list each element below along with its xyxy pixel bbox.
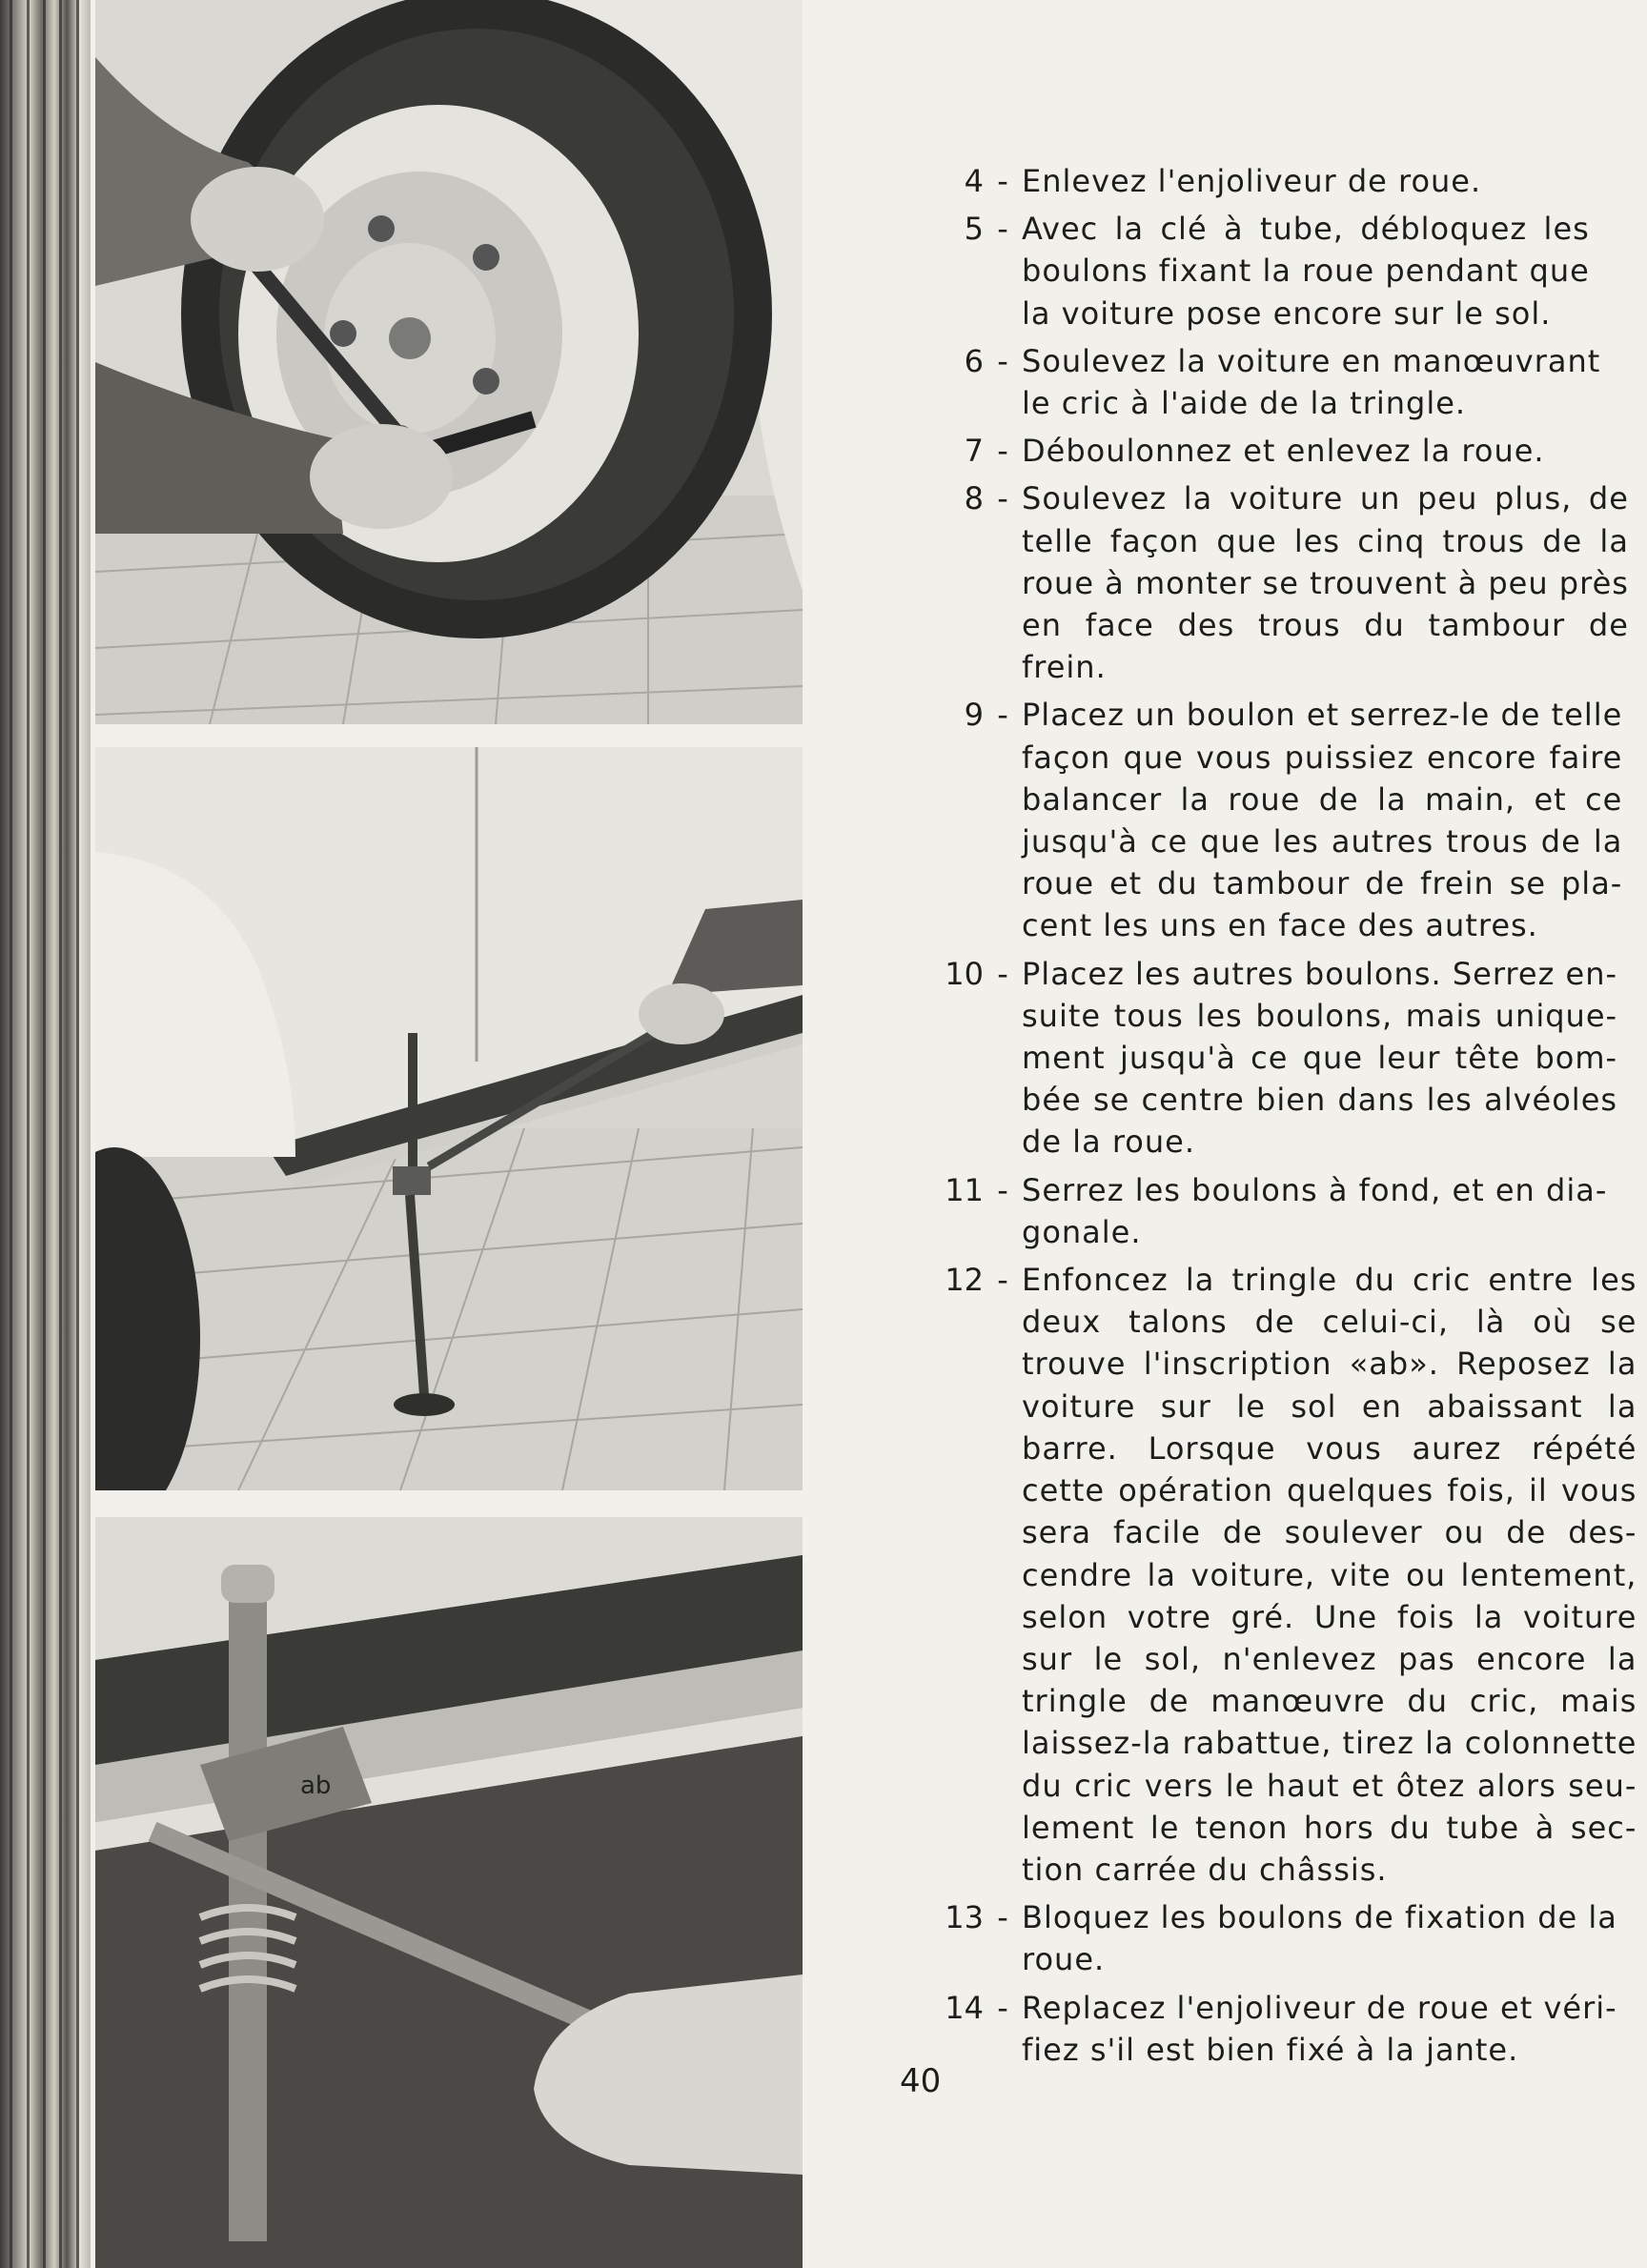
instruction-step xyxy=(917,1987,1617,2071)
step-text-line: Déboulonnez et enlevez la roue. xyxy=(1022,433,1545,470)
step-text-line: jusqu'à ce que les autres trous de la xyxy=(1022,823,1623,861)
photo-jack-raising xyxy=(95,747,803,1490)
step-dash: - xyxy=(997,1171,1008,1208)
step-number: 14 xyxy=(945,1989,984,2026)
step-text-line: boulons fixant la roue pendant que xyxy=(1022,253,1590,290)
step-dash: - xyxy=(997,955,1008,992)
step-dash: - xyxy=(997,342,1008,379)
step-text-line: Enfoncez la tringle du cric entre les xyxy=(1022,1262,1637,1299)
step-text-line: sera facile de soulever ou de des- xyxy=(1022,1514,1637,1551)
step-dash: - xyxy=(997,163,1008,199)
step-dash: - xyxy=(997,480,1008,517)
step-text xyxy=(1022,953,1617,1164)
step-text-line: du cric vers le haut et ôtez alors seu- xyxy=(1022,1767,1637,1804)
jack-ab-marking: ab xyxy=(300,1772,332,1800)
instruction-step xyxy=(917,208,1590,334)
step-text-line: de la roue. xyxy=(1022,1124,1196,1161)
instruction-step xyxy=(917,953,1618,1164)
step-text-line: en face des trous du tambour de xyxy=(1022,607,1629,644)
step-text-line: cent les uns en face des autres. xyxy=(1022,907,1538,944)
step-text-line: ment jusqu'à ce que leur tête bom- xyxy=(1022,1040,1618,1077)
step-text-line: selon votre gré. Une fois la voiture xyxy=(1022,1598,1637,1635)
step-text-line: façon que vous puissiez encore faire xyxy=(1022,739,1623,776)
step-text-line: Soulevez la voiture en manœuvrant xyxy=(1022,342,1601,379)
step-text-line: gonale. xyxy=(1022,1213,1142,1250)
step-text-line: voiture sur le sol en abaissant la xyxy=(1022,1387,1637,1425)
step-text-line: cette opération quelques fois, il vous xyxy=(1022,1472,1637,1509)
step-text-line: tringle de manœuvre du cric, mais xyxy=(1022,1683,1637,1720)
step-number: 13 xyxy=(945,1899,984,1936)
step-text-line: suite tous les boulons, mais unique- xyxy=(1022,997,1618,1034)
step-text-line: lement le tenon hors du tube à sec- xyxy=(1022,1809,1637,1846)
step-text-line: deux talons de celui-ci, là où se xyxy=(1022,1304,1637,1341)
step-text-line: roue à monter se trouvent à peu près xyxy=(1022,564,1629,601)
step-number: 9 xyxy=(964,697,984,734)
step-number: 8 xyxy=(964,480,984,517)
step-text xyxy=(1022,1896,1617,1980)
instruction-steps xyxy=(917,160,1637,2076)
book-page-edges xyxy=(0,0,91,2268)
step-text-line: Placez les autres boulons. Serrez en- xyxy=(1022,955,1618,992)
step-text-line: balancer la roue de la main, et ce xyxy=(1022,780,1623,818)
step-text-line: laissez-la rabattue, tirez la colonnette xyxy=(1022,1725,1637,1762)
step-text-line: roue et du tambour de frein se pla- xyxy=(1022,865,1623,902)
step-number: 12 xyxy=(945,1262,984,1299)
step-text-line: le cric à l'aide de la tringle. xyxy=(1022,385,1467,422)
step-text-line: telle façon que les cinq trous de la xyxy=(1022,522,1629,559)
step-text xyxy=(1022,1987,1617,2071)
step-text-line: Avec la clé à tube, débloquez les xyxy=(1022,211,1590,248)
step-text-line: Soulevez la voiture un peu plus, de xyxy=(1022,480,1629,517)
step-text xyxy=(1022,694,1622,946)
step-number: 10 xyxy=(945,955,984,992)
step-text-line: la voiture pose encore sur le sol. xyxy=(1022,294,1552,332)
step-text-line: Bloquez les boulons de fixation de la xyxy=(1022,1899,1617,1936)
step-dash: - xyxy=(997,697,1008,734)
step-text-line: bée se centre bien dans les alvéoles xyxy=(1022,1082,1618,1119)
step-text xyxy=(1022,430,1573,472)
step-text-line: Placez un boulon et serrez-le de telle xyxy=(1022,697,1623,734)
step-text-line: frein. xyxy=(1022,649,1107,686)
step-text-line: tion carrée du châssis. xyxy=(1022,1851,1388,1888)
step-dash: - xyxy=(997,211,1008,248)
step-number: 6 xyxy=(964,342,984,379)
step-text-line: roue. xyxy=(1022,1941,1106,1978)
instruction-step xyxy=(917,430,1573,472)
instruction-step xyxy=(917,1169,1608,1253)
step-text-line: cendre la voiture, vite ou lentement, xyxy=(1022,1556,1637,1593)
instruction-step xyxy=(917,1896,1617,1980)
instruction-step xyxy=(917,160,1573,202)
step-text xyxy=(1022,477,1629,688)
step-number: 11 xyxy=(945,1171,984,1208)
step-text xyxy=(1022,340,1600,424)
step-dash: - xyxy=(997,1899,1008,1936)
step-text-line: Replacez l'enjoliveur de roue et véri- xyxy=(1022,1989,1617,2026)
step-number: 7 xyxy=(964,433,984,470)
step-text-line: sur le sol, n'enlevez pas encore la xyxy=(1022,1640,1637,1677)
step-dash: - xyxy=(997,433,1008,470)
instruction-step xyxy=(917,1259,1637,1891)
step-number: 5 xyxy=(964,211,984,248)
step-text xyxy=(1022,1259,1637,1891)
step-text xyxy=(1022,160,1573,202)
page-number: 40 xyxy=(900,2062,942,2100)
instruction-step xyxy=(917,340,1601,424)
step-dash: - xyxy=(997,1262,1008,1299)
instruction-step xyxy=(917,477,1629,688)
step-text-line: Enlevez l'enjoliveur de roue. xyxy=(1022,163,1482,199)
step-text-line: barre. Lorsque vous aurez répété xyxy=(1022,1429,1637,1467)
step-text-line: fiez s'il est bien fixé à la jante. xyxy=(1022,2031,1519,2068)
instruction-step xyxy=(917,694,1623,946)
step-text xyxy=(1022,208,1590,334)
step-text-line: Serrez les boulons à fond, et en dia- xyxy=(1022,1171,1608,1208)
step-dash: - xyxy=(997,1989,1008,2026)
step-text xyxy=(1022,1169,1607,1253)
photo-jack-closeup xyxy=(95,1517,803,2268)
step-text-line: trouve l'inscription «ab». Reposez la xyxy=(1022,1346,1637,1383)
photo-wheel-removal xyxy=(95,0,803,724)
step-number: 4 xyxy=(964,163,984,199)
